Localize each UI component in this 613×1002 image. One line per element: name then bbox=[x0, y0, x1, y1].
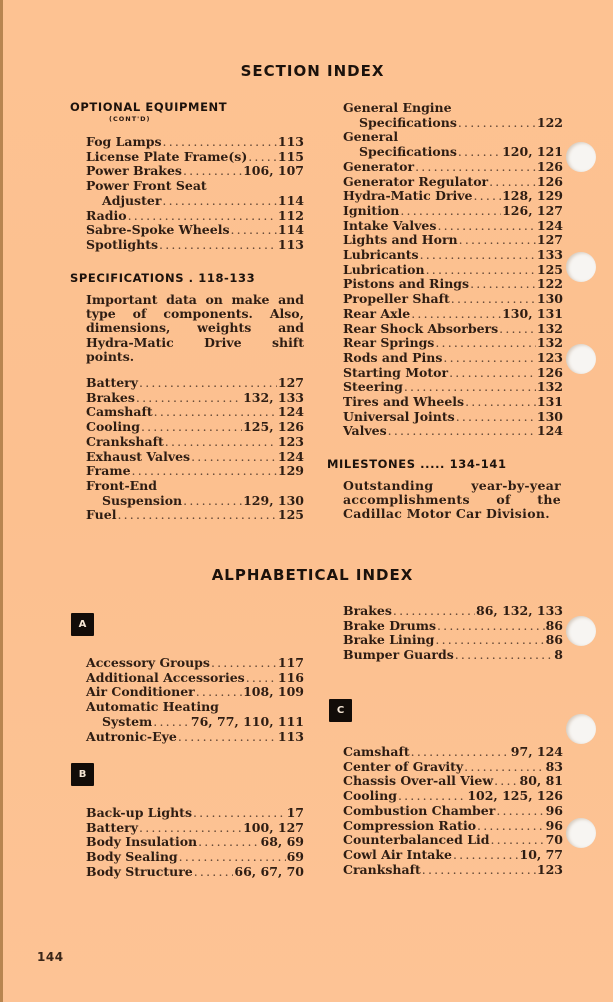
index-entry: Additional Accessories ..... 116 bbox=[86, 671, 304, 686]
index-entry: Battery ..... 100, 127 bbox=[86, 821, 304, 836]
punch-hole-icon bbox=[566, 252, 596, 282]
index-entry: Center of Gravity ..... 83 bbox=[343, 760, 563, 775]
group-a-list bbox=[86, 656, 304, 744]
index-entry: License Plate Frame(s) ..... 115 bbox=[86, 150, 304, 165]
index-entry: Propeller Shaft ..... 130 bbox=[343, 292, 563, 307]
index-entry: Lubricants ..... 133 bbox=[343, 248, 563, 263]
index-entry: Ignition ..... 126, 127 bbox=[343, 204, 563, 219]
index-entry: Air Conditioner ..... 108, 109 bbox=[86, 685, 304, 700]
index-entry: Counterbalanced Lid ..... 70 bbox=[343, 833, 563, 848]
optional-equipment-heading: OPTIONAL EQUIPMENT bbox=[70, 100, 228, 114]
index-entry: Brakes ..... 132, 133 bbox=[86, 391, 304, 406]
index-entry: Crankshaft ..... 123 bbox=[86, 435, 304, 450]
index-entry: Spotlights ..... 113 bbox=[86, 238, 304, 253]
alphabetical-index-title: ALPHABETICAL INDEX bbox=[211, 566, 414, 584]
punch-hole-icon bbox=[566, 142, 596, 172]
index-entry: General bbox=[343, 129, 399, 145]
index-entry: Brake Drums ..... 86 bbox=[343, 619, 563, 634]
index-entry: Battery ..... 127 bbox=[86, 376, 304, 391]
index-entry: Cowl Air Intake ..... 10, 77 bbox=[343, 848, 563, 863]
index-entry: Lubrication ..... 125 bbox=[343, 263, 563, 278]
index-entry: Valves ..... 124 bbox=[343, 424, 563, 439]
index-entry: Back-up Lights ..... 17 bbox=[86, 806, 304, 821]
index-entry: Tires and Wheels ..... 131 bbox=[343, 395, 563, 410]
optional-equipment-block bbox=[70, 100, 276, 123]
letter-marker-a: A bbox=[71, 613, 94, 636]
index-entry: Rear Shock Absorbers ..... 132 bbox=[343, 322, 563, 337]
optional-equipment-list bbox=[86, 135, 304, 253]
group-c-list bbox=[343, 745, 563, 877]
punch-hole-icon bbox=[566, 714, 596, 744]
index-entry: Power Front Seat bbox=[86, 178, 207, 194]
index-entry: Exhaust Valves ..... 124 bbox=[86, 450, 304, 465]
index-entry: Bumper Guards ..... 8 bbox=[343, 648, 563, 663]
index-entry: Body Sealing ..... 69 bbox=[86, 850, 304, 865]
index-entry: Fog Lamps ..... 113 bbox=[86, 135, 304, 150]
index-entry: Rods and Pins ..... 123 bbox=[343, 351, 563, 366]
page-edge bbox=[0, 0, 3, 1002]
index-entry: Lights and Horn ..... 127 bbox=[343, 233, 563, 248]
index-entry: Camshaft ..... 97, 124 bbox=[343, 745, 563, 760]
punch-hole-icon bbox=[566, 344, 596, 374]
specifications-block bbox=[70, 271, 310, 285]
index-entry: Adjuster ..... 114 bbox=[86, 194, 304, 209]
index-entry: Autronic-Eye ..... 113 bbox=[86, 730, 304, 745]
milestones-block bbox=[327, 457, 567, 471]
punch-hole-icon bbox=[566, 818, 596, 848]
index-entry: Power Brakes ..... 106, 107 bbox=[86, 164, 304, 179]
index-entry: Intake Valves ..... 124 bbox=[343, 219, 563, 234]
specifications-list bbox=[86, 376, 304, 523]
index-entry: Specifications ..... 120, 121 bbox=[343, 145, 563, 160]
index-entry: Starting Motor ..... 126 bbox=[343, 366, 563, 381]
letter-marker-b: B bbox=[71, 763, 94, 786]
index-entry: Brakes ..... 86, 132, 133 bbox=[343, 604, 563, 619]
index-entry: Rear Springs ..... 132 bbox=[343, 336, 563, 351]
index-entry: Sabre-Spoke Wheels ..... 114 bbox=[86, 223, 304, 238]
index-entry: Suspension ..... 129, 130 bbox=[86, 494, 304, 509]
index-entry: Cooling ..... 125, 126 bbox=[86, 420, 304, 435]
specifications-list-continued bbox=[343, 101, 563, 439]
index-entry: System ..... 76, 77, 110, 111 bbox=[86, 715, 304, 730]
letter-marker-c: C bbox=[329, 699, 352, 722]
index-entry: General Engine bbox=[343, 100, 452, 115]
index-entry: Crankshaft ..... 123 bbox=[343, 863, 563, 878]
group-b-list bbox=[86, 806, 304, 880]
milestones-heading: MILESTONES ..... 134-141 bbox=[327, 457, 507, 471]
index-entry: Camshaft ..... 124 bbox=[86, 405, 304, 420]
milestones-description: Outstanding year-by-year accomplishments of the Cadillac Motor Car Division. bbox=[343, 478, 561, 522]
index-entry: Combustion Chamber ..... 96 bbox=[343, 804, 563, 819]
specifications-description: Important data on make and type of components. Also, dimensions, weights and Hydra-Matic Drive shift points. bbox=[86, 292, 304, 364]
index-entry: Fuel ..... 125 bbox=[86, 508, 304, 523]
index-entry: Hydra-Matic Drive ..... 128, 129 bbox=[343, 189, 563, 204]
index-entry: Cooling ..... 102, 125, 126 bbox=[343, 789, 563, 804]
index-entry: Generator Regulator ..... 126 bbox=[343, 175, 563, 190]
punch-hole-icon bbox=[566, 616, 596, 646]
index-entry: Pistons and Rings ..... 122 bbox=[343, 277, 563, 292]
index-entry: Rear Axle ..... 130, 131 bbox=[343, 307, 563, 322]
index-entry: Frame ..... 129 bbox=[86, 464, 304, 479]
index-entry: Automatic Heating bbox=[86, 699, 219, 715]
index-entry: Universal Joints ..... 130 bbox=[343, 410, 563, 425]
index-entry: Specifications ..... 122 bbox=[343, 116, 563, 131]
index-entry: Radio ..... 112 bbox=[86, 209, 304, 224]
specifications-heading: SPECIFICATIONS . 118-133 bbox=[70, 271, 256, 285]
group-b-list-continued bbox=[343, 604, 563, 663]
index-entry: Generator ..... 126 bbox=[343, 160, 563, 175]
page-number: 144 bbox=[37, 950, 64, 964]
optional-equipment-subheading: (CONT'D) bbox=[109, 115, 151, 123]
index-entry: Accessory Groups ..... 117 bbox=[86, 656, 304, 671]
index-entry: Body Structure ..... 66, 67, 70 bbox=[86, 865, 304, 880]
index-entry: Steering ..... 132 bbox=[343, 380, 563, 395]
index-entry: Body Insulation ..... 68, 69 bbox=[86, 835, 304, 850]
section-index-title: SECTION INDEX bbox=[240, 62, 385, 80]
index-entry: Front-End bbox=[86, 477, 157, 493]
index-entry: Brake Lining ..... 86 bbox=[343, 633, 563, 648]
index-entry: Chassis Over-all View ..... 80, 81 bbox=[343, 774, 563, 789]
index-entry: Compression Ratio ..... 96 bbox=[343, 819, 563, 834]
